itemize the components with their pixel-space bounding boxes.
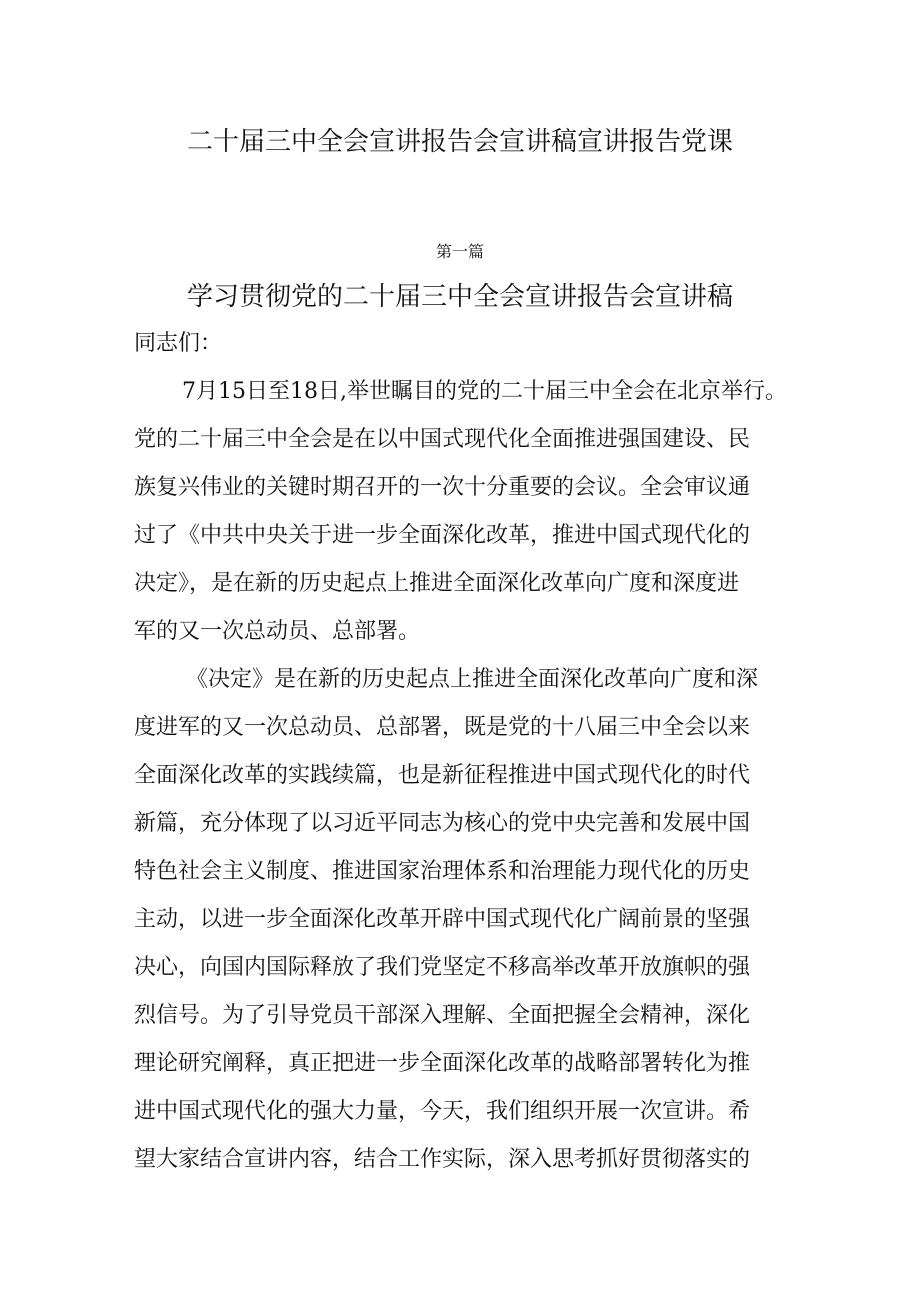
paragraph-line: 全面深化改革的实践续篇，也是新征程推进中国式现代化的时代 — [134, 763, 751, 788]
paragraph-line: 军的又一次总动员、总部署。 — [134, 619, 421, 644]
paragraph-line: 理论研究阐释，真正把进一步全面深化改革的战略部署转化为推 — [134, 1051, 751, 1076]
paragraph-line: 特色社会主义制度、推进国家治理体系和治理能力现代化的历史 — [134, 859, 751, 884]
paragraph-line: 族复兴伟业的关键时期召开的一次十分重要的会议。全会审议通 — [134, 475, 751, 500]
paragraph-line: 烈信号。为了引导党员干部深入理解、全面把握全会精神，深化 — [134, 1003, 751, 1028]
document-title: 二十届三中全会宣讲报告会宣讲稿宣讲报告党课 — [186, 127, 733, 157]
section-label: 第一篇 — [435, 242, 484, 261]
paragraph-line: 决心，向国内国际释放了我们党坚定不移高举改革开放旗帜的强 — [134, 955, 751, 980]
paragraph-line: 党的二十届三中全会是在以中国式现代化全面推进强国建设、民 — [134, 427, 751, 452]
paragraph-line: 7月15日至18日,举世瞩目的党的二十届三中全会在北京举行。 — [182, 379, 787, 404]
paragraph-line: 度进军的又一次总动员、总部署，既是党的十八届三中全会以来 — [134, 715, 751, 740]
section-title: 学习贯彻党的二十届三中全会宣讲报告会宣讲稿 — [186, 282, 733, 312]
paragraph-line: 主动，以进一步全面深化改革开辟中国式现代化广阔前景的坚强 — [134, 907, 751, 932]
paragraph-line: 过了《中共中央关于进一步全面深化改革，推进中国式现代化的 — [134, 523, 751, 548]
paragraph-line: 《决定》是在新的历史起点上推进全面深化改革向广度和深 — [186, 667, 759, 692]
paragraph-line: 望大家结合宣讲内容，结合工作实际，深入思考抓好贯彻落实的 — [134, 1147, 751, 1172]
paragraph-line: 新篇，充分体现了以习近平同志为核心的党中央完善和发展中国 — [134, 811, 751, 836]
paragraph-line: 决定》，是在新的历史起点上推进全面深化改革向广度和深度进 — [134, 571, 740, 596]
salutation: 同志们： — [134, 331, 223, 356]
paragraph-line: 进中国式现代化的强大力量，今天，我们组织开展一次宣讲。希 — [134, 1099, 751, 1124]
